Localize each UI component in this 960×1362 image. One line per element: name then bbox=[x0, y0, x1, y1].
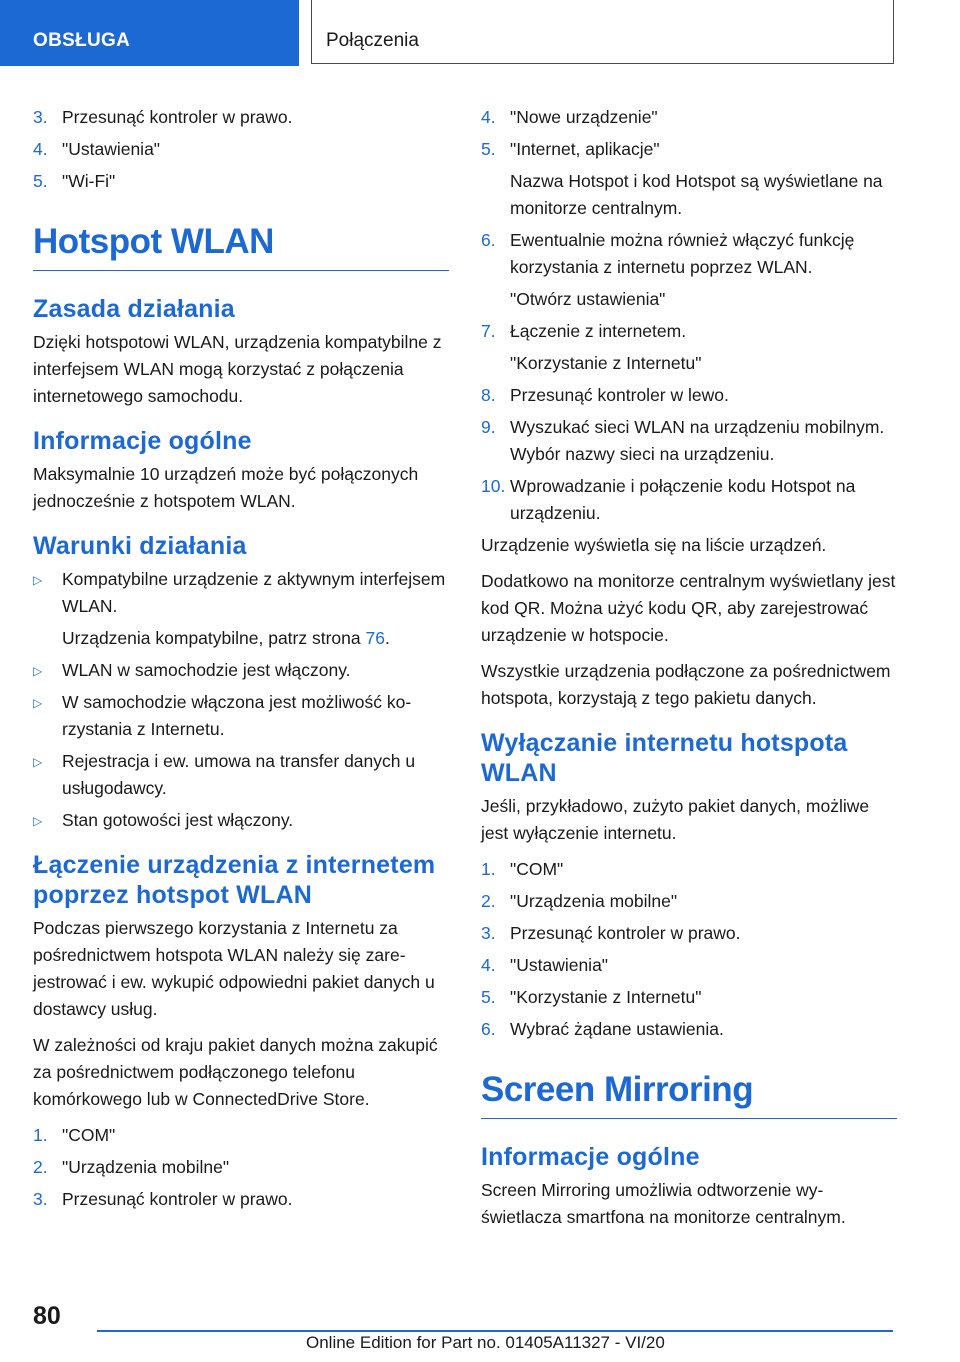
list-item bbox=[33, 1122, 449, 1149]
step-number: 8. bbox=[481, 385, 496, 405]
step-text: Wprowadzanie i połączenie kodu Hotspot na urządzeniu. bbox=[510, 476, 856, 523]
step-text: "Korzystanie z Internetu" bbox=[510, 987, 702, 1007]
bullet-subtext-label: Urządzenia kompatybilne, patrz strona bbox=[62, 628, 366, 648]
heading-laczenie: Łączenie urządzenia z internetem poprzez hotspot WLAN bbox=[33, 851, 436, 909]
header-title-box bbox=[311, 0, 894, 64]
footer-edition: Online Edition for Part no. 01405A11327 - VI/20 bbox=[306, 1333, 665, 1352]
paragraph-laczenie-2: W zależności od kraju pakiet danych można zakupić za pośrednictwem podłączonego telefonu komórkowego lub w ConnectedDrive Store. bbox=[33, 1035, 438, 1109]
heading-hotspot-wlan: Hotspot WLAN bbox=[33, 221, 449, 271]
list-item bbox=[481, 856, 897, 883]
step-number: 5. bbox=[481, 139, 496, 159]
bullet-text: W samochodzie włączona jest możliwość korzystania z Internetu. bbox=[62, 692, 412, 739]
triangle-bullet-icon: ▷ bbox=[33, 755, 43, 769]
heading-screen-mirroring: Screen Mirroring bbox=[481, 1069, 897, 1119]
step-number: 4. bbox=[33, 139, 48, 159]
triangle-bullet-icon: ▷ bbox=[33, 664, 43, 678]
list-item bbox=[481, 318, 897, 377]
triangle-bullet-icon: ▷ bbox=[33, 814, 43, 828]
steps-top-list bbox=[33, 104, 449, 195]
step-number: 3. bbox=[481, 923, 496, 943]
step-number: 7. bbox=[481, 321, 496, 341]
step-text: Wybrać żądane ustawienia. bbox=[510, 1019, 724, 1039]
list-item bbox=[33, 748, 449, 802]
step-number: 2. bbox=[481, 891, 496, 911]
list-item bbox=[481, 104, 897, 131]
step-text: Przesunąć kontroler w prawo. bbox=[62, 107, 293, 127]
list-item bbox=[481, 382, 897, 409]
list-item bbox=[481, 888, 897, 915]
step-text: "Urządzenia mobilne" bbox=[62, 1157, 230, 1177]
step-text: "Urządzenia mobilne" bbox=[510, 891, 678, 911]
left-column bbox=[33, 104, 449, 1218]
footer-divider bbox=[97, 1330, 893, 1332]
steps-a-list bbox=[481, 104, 897, 527]
step-text: Wyszukać sieci WLAN na urządzeniu mobilnym. Wybór nazwy sieci na urządzeniu. bbox=[510, 417, 885, 464]
list-item bbox=[481, 414, 897, 468]
heading-zasada: Zasada działania bbox=[33, 295, 235, 323]
triangle-bullet-icon: ▷ bbox=[33, 696, 43, 710]
step-text: Przesunąć kontroler w lewo. bbox=[510, 385, 729, 405]
step-number: 3. bbox=[33, 107, 48, 127]
page-number: 80 bbox=[33, 1302, 61, 1330]
list-item bbox=[481, 1016, 897, 1043]
heading-wylaczanie: Wyłączanie internetu hotspota WLAN bbox=[481, 729, 848, 787]
list-item bbox=[481, 227, 897, 313]
list-item bbox=[481, 920, 897, 947]
step-text: "Nowe urządzenie" bbox=[510, 107, 658, 127]
step-text: Łączenie z internetem. bbox=[510, 321, 687, 341]
step-text: "Wi-Fi" bbox=[62, 171, 116, 191]
list-item bbox=[481, 473, 897, 527]
steps-b-list bbox=[481, 856, 897, 1043]
paragraph-kod-qr: Dodatkowo na monitorze centralnym wyświetlany jest kod QR. Można użyć kodu QR, aby zarejestrować urządzenie w hotspocie. bbox=[481, 571, 896, 645]
list-item bbox=[33, 104, 449, 131]
step-text: Przesunąć kontroler w prawo. bbox=[510, 923, 741, 943]
bullet-subtext bbox=[62, 625, 449, 652]
step-subtext: Nazwa Hotspot i kod Hotspot są wyświetlane na monitorze centralnym. bbox=[510, 171, 883, 218]
paragraph-mirroring: Screen Mirroring umożliwia odtworzenie wyświetlacza smartfona na monitorze centralnym. bbox=[481, 1180, 846, 1227]
step-text: Przesunąć kontroler w prawo. bbox=[62, 1189, 293, 1209]
paragraph-pakiet-danych: Wszystkie urządzenia podłączone za pośrednictwem hotspota, korzystają z tego pakietu danych. bbox=[481, 661, 891, 708]
page-link[interactable]: 76 bbox=[365, 628, 385, 648]
header-title: Połączenia bbox=[326, 30, 419, 51]
step-text: Ewentualnie można również włączyć funkcję korzystania z internetu poprzez WLAN. bbox=[510, 230, 855, 277]
paragraph-zasada: Dzięki hotspotowi WLAN, urządzenia kompatybilne z interfejsem WLAN mogą korzystać z połączenia internetowego samochodu. bbox=[33, 332, 442, 406]
step-subtext: "Otwórz ustawienia" bbox=[510, 289, 666, 309]
requirements-list bbox=[33, 566, 449, 834]
list-item bbox=[481, 952, 897, 979]
step-subtext: "Korzystanie z Internetu" bbox=[510, 353, 702, 373]
heading-warunki: Warunki działania bbox=[33, 532, 247, 560]
triangle-bullet-icon: ▷ bbox=[33, 573, 43, 587]
bullet-text: Rejestracja i ew. umowa na transfer danych u usługodawcy. bbox=[62, 751, 416, 798]
header-section-tab bbox=[0, 0, 299, 66]
step-number: 2. bbox=[33, 1157, 48, 1177]
list-item bbox=[33, 689, 449, 743]
right-column bbox=[481, 104, 897, 1240]
list-item bbox=[481, 136, 897, 222]
list-item bbox=[33, 566, 449, 652]
bullet-subtext-end: . bbox=[384, 628, 390, 648]
step-number: 9. bbox=[481, 417, 496, 437]
paragraph-informacje: Maksymalnie 10 urządzeń może być połączonych jednocześnie z hotspotem WLAN. bbox=[33, 464, 419, 511]
heading-informacje-mirroring: Informacje ogólne bbox=[481, 1143, 700, 1171]
step-text: "Ustawienia" bbox=[62, 139, 161, 159]
step-text: "COM" bbox=[510, 859, 564, 879]
step-number: 1. bbox=[481, 859, 496, 879]
bullet-text: Kompatybilne urządzenie z aktywnym interfejsem WLAN. bbox=[62, 569, 446, 616]
paragraph-laczenie-1: Podczas pierwszego korzystania z Internetu za pośrednictwem hotspota WLAN należy się zarejestrować i ew. wykupić odpowiedni pakiet danych u dostawcy usług. bbox=[33, 918, 435, 1019]
step-text: "Internet, aplikacje" bbox=[510, 139, 660, 159]
step-number: 5. bbox=[33, 171, 48, 191]
step-number: 5. bbox=[481, 987, 496, 1007]
header-section-label: OBSŁUGA bbox=[33, 30, 131, 51]
bullet-text: Stan gotowości jest włączony. bbox=[62, 810, 294, 830]
step-number: 1. bbox=[33, 1125, 48, 1145]
paragraph-wylaczanie: Jeśli, przykładowo, zużyto pakiet danych, możliwe jest wyłączenie internetu. bbox=[481, 796, 870, 843]
step-text: "Ustawienia" bbox=[510, 955, 609, 975]
list-item bbox=[33, 657, 449, 684]
paragraph-lista-urzadzen: Urządzenie wyświetla się na liście urządzeń. bbox=[481, 535, 827, 555]
step-text: "COM" bbox=[62, 1125, 116, 1145]
heading-informacje: Informacje ogólne bbox=[33, 427, 252, 455]
list-item bbox=[33, 136, 449, 163]
bullet-text: WLAN w samochodzie jest włączony. bbox=[62, 660, 351, 680]
list-item bbox=[33, 807, 449, 834]
step-number: 10. bbox=[481, 476, 506, 496]
step-number: 4. bbox=[481, 955, 496, 975]
list-item bbox=[33, 1186, 449, 1213]
list-item bbox=[33, 168, 449, 195]
step-number: 6. bbox=[481, 230, 496, 250]
list-item bbox=[481, 984, 897, 1011]
step-number: 6. bbox=[481, 1019, 496, 1039]
step-number: 3. bbox=[33, 1189, 48, 1209]
step-number: 4. bbox=[481, 107, 496, 127]
list-item bbox=[33, 1154, 449, 1181]
steps-bottom-list bbox=[33, 1122, 449, 1213]
